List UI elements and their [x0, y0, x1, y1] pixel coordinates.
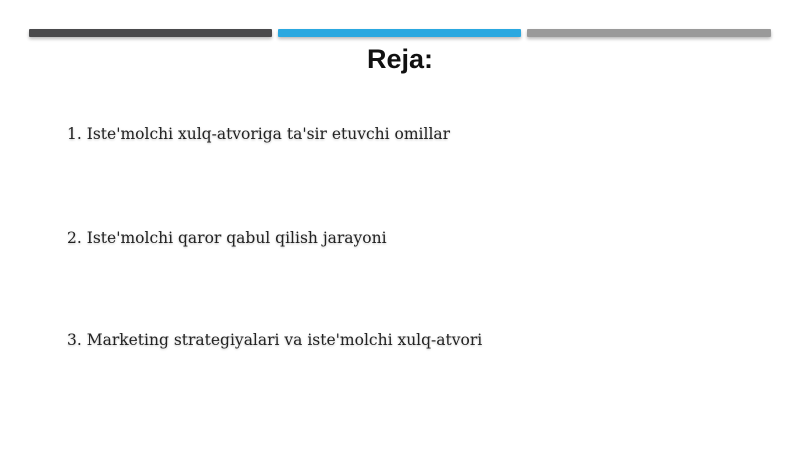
agenda-item-3: 3. Marketing strategiyalari va iste'molchi xulq-atvori [67, 331, 483, 349]
top-bar-blue [278, 29, 521, 37]
agenda-item-2: 2. Iste'molchi qaror qabul qilish jarayoni [67, 229, 387, 247]
slide-title: Reja: [366, 44, 434, 74]
agenda-item-1: 1. Iste'molchi xulq-atvoriga ta'sir etuvchi omillar [67, 125, 451, 143]
top-bar-gray [527, 29, 771, 37]
top-bar-dark [29, 29, 272, 37]
